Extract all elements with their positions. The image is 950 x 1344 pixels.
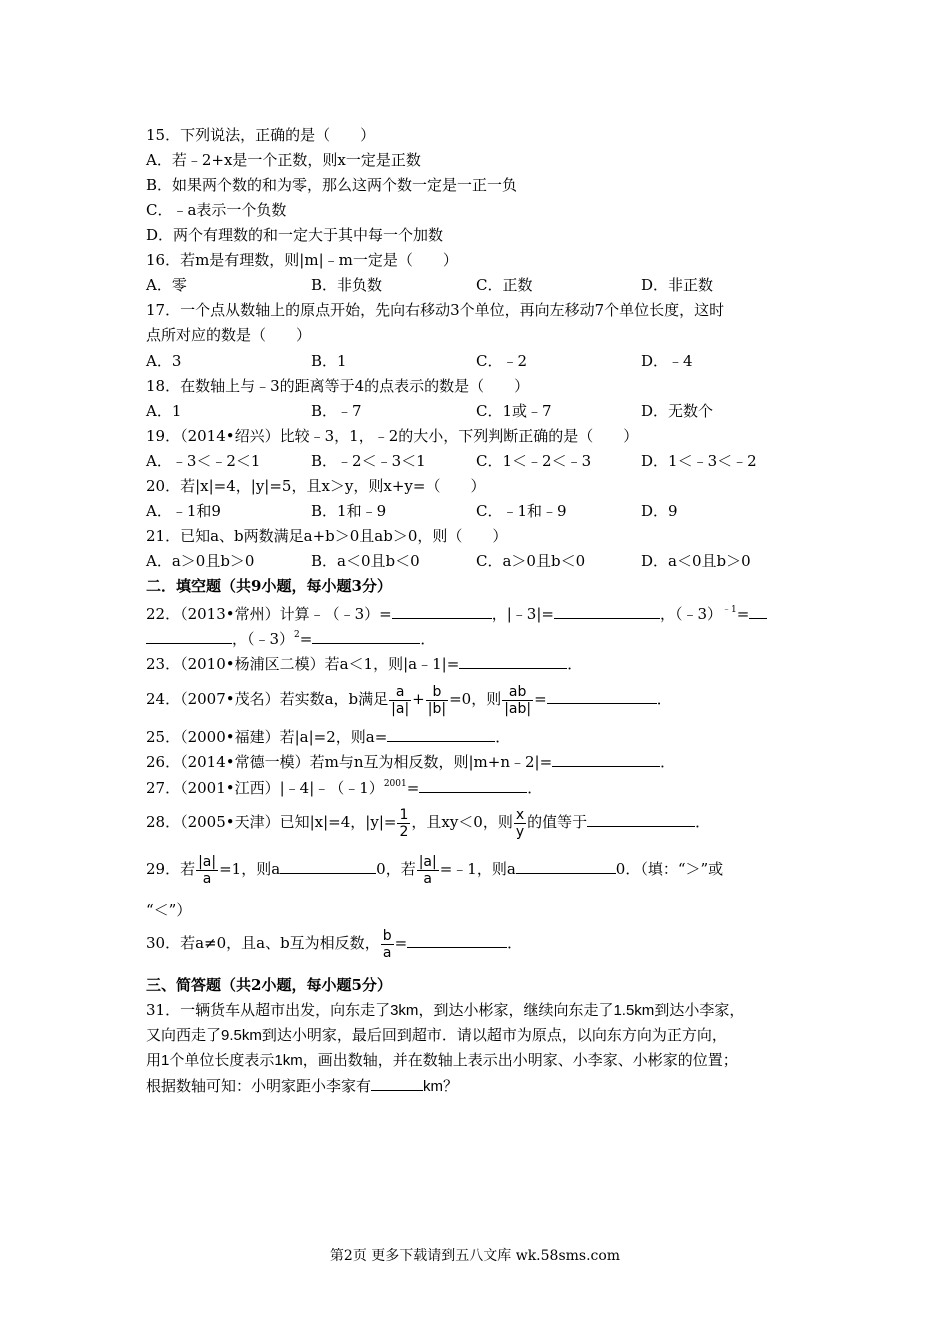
q26-end: ． [660, 753, 676, 771]
q25-answer-blank[interactable] [387, 726, 495, 742]
q22-text-5: ，（﹣3） [232, 630, 295, 648]
q29-answer-blank-2[interactable] [516, 858, 616, 874]
q30-eq: = [394, 934, 408, 952]
q18-option-d: D．无数个 [641, 402, 714, 420]
q29-text-4: =﹣1，则a [439, 860, 516, 878]
q24-fraction-b [426, 684, 448, 717]
q22-line1 [146, 603, 767, 624]
q30-fraction [381, 928, 394, 961]
q21-stem: 21．已知a、b两数满足a+b＞0且ab＞0，则（ ） [146, 527, 508, 545]
q31-text-3: 到达小李家， [654, 1001, 745, 1019]
q15-option-d: D．两个有理数的和一定大于其中每一个加数 [146, 226, 444, 244]
q31-distance-3: 9.5km [221, 1027, 262, 1044]
q20-stem: 20．若|x|=4，|y|=5，且x＞y，则x+y=（ ） [146, 477, 486, 495]
q28-line [146, 802, 710, 842]
q22-exponent-2: 2 [294, 630, 300, 640]
q22-text-6: = [299, 630, 313, 648]
q16-stem: 16．若m是有理数，则|m|﹣m一定是（ ） [146, 251, 458, 269]
q31-distance-1: 3km [390, 1002, 419, 1019]
q26-line [146, 751, 675, 772]
q24-eq: = [534, 690, 547, 708]
q30-end: ． [507, 934, 523, 952]
q17-stem-line1: 17．一个点从数轴上的原点开始，先向右移动3个单位，再向左移动7个单位长度，这时 [146, 301, 725, 319]
q29-text-3: 0，若 [376, 860, 416, 878]
q24-fraction-a [389, 684, 411, 717]
q21-option-a: A．a＞0且b＞0 [146, 552, 255, 570]
q24-fraction-b-num: b [426, 684, 448, 701]
q20-option-b: B．1和﹣9 [311, 502, 387, 520]
q19-option-a: A．﹣3＜﹣2＜1 [146, 452, 261, 470]
q15-option-c: C．﹣a表示一个负数 [146, 201, 287, 219]
q20-option-c: C．﹣1和﹣9 [476, 502, 567, 520]
q31-number-1: 1 [161, 1052, 170, 1069]
q28-fraction-xy-num: x [515, 806, 525, 823]
q22-answer-blank-2[interactable] [554, 603, 660, 619]
section-fill-in-heading: 二．填空题（共9小题，每小题3分） [146, 577, 392, 595]
q23-end: ． [567, 655, 583, 673]
q22-text-2: ，|﹣3|= [491, 605, 554, 623]
q29-text-2: =1，则a [219, 860, 281, 878]
q16-option-d: D．非正数 [641, 276, 714, 294]
q31-text-7: 个单位长度表示 [169, 1051, 275, 1069]
q22-answer-blank-3a[interactable] [749, 603, 767, 619]
q19-stem: 19．（2014•绍兴）比较﹣3，1，﹣2的大小，下列判断正确的是（ ） [146, 427, 639, 445]
q27-end: ． [527, 779, 543, 797]
q18-option-c: C．1或﹣7 [476, 402, 552, 420]
q31-line4 [146, 1075, 458, 1097]
q29-text-1: 29．若 [146, 860, 196, 878]
q22-answer-blank-4[interactable] [312, 628, 420, 644]
q24-fraction-ab [502, 684, 533, 717]
q29-answer-blank-1[interactable] [280, 858, 376, 874]
q24-plus: + [412, 690, 425, 708]
q17-option-c: C．﹣2 [476, 352, 528, 370]
q17-option-b: B．1 [311, 352, 347, 370]
q30-fraction-num: b [382, 927, 392, 944]
q24-fraction-a-den: |a| [391, 700, 410, 717]
q28-fraction-xy [514, 807, 526, 840]
q24-answer-blank[interactable] [547, 688, 657, 704]
q31-text-8: ，画出数轴，并在数轴上表示出小明家、小李家、小彬家的位置； [302, 1051, 738, 1069]
q28-fraction-half [397, 807, 410, 840]
q21-option-b: B．a＜0且b＜0 [311, 552, 420, 570]
q29-fraction-1-num: |a| [198, 853, 217, 870]
q22-end: ． [420, 630, 436, 648]
q28-text-2: ，且xy＜0，则 [411, 813, 513, 831]
q31-text-4: 又向西走了 [146, 1026, 222, 1044]
q29-line2: “＜”） [146, 901, 192, 919]
q24-end: ． [656, 690, 672, 708]
q31-text-1: 31．一辆货车从超市出发，向东走了 [146, 1001, 391, 1019]
q27-line [146, 777, 542, 798]
q17-option-a: A．3 [146, 352, 182, 370]
q17-option-d: D．﹣4 [641, 352, 693, 370]
q31-answer-blank[interactable] [371, 1075, 423, 1091]
q23-line [146, 653, 582, 674]
q28-text-1: 28．（2005•天津）已知|x|=4，|y|= [146, 813, 397, 831]
q27-eq: = [406, 779, 420, 797]
q16-option-c: C．正数 [476, 276, 533, 294]
q21-option-d: D．a＜0且b＞0 [641, 552, 751, 570]
q24-text: 24．（2007•茂名）若实数a，b满足 [146, 690, 389, 708]
q22-text-1: 22．（2013•常州）计算﹣（﹣3）= [146, 605, 392, 623]
q22-text-4: = [736, 605, 750, 623]
q29-line1 [146, 850, 723, 888]
q31-text-5: 到达小明家，最后回到超市．请以超市为原点，以向东方向为正方向， [261, 1026, 727, 1044]
q24-eq0: =0，则 [449, 690, 502, 708]
q23-text: 23．（2010•杨浦区二模）若a＜1，则|a﹣1|= [146, 655, 460, 673]
q20-option-d: D．9 [641, 502, 678, 520]
q20-option-a: A．﹣1和9 [146, 502, 221, 520]
q21-option-c: C．a＞0且b＜0 [476, 552, 586, 570]
q30-fraction-den: a [382, 944, 392, 961]
q25-end: ． [495, 728, 511, 746]
q31-line3 [146, 1050, 738, 1071]
q28-fraction-xy-den: y [515, 823, 525, 840]
page-footer: 第2页 更多下载请到五八文库 wk.58sms.com [329, 1248, 621, 1264]
q22-exponent-1: ﹣1 [722, 605, 737, 615]
q31-text-6: 用 [146, 1051, 162, 1069]
q22-answer-blank-3b[interactable] [146, 628, 232, 644]
q30-line [146, 924, 522, 962]
q28-fraction-half-den: 2 [399, 823, 409, 840]
q29-fraction-2-den: a [423, 870, 433, 887]
q31-text-2: ，到达小彬家，继续向东走了 [418, 1001, 614, 1019]
q18-option-b: B．﹣7 [311, 402, 362, 420]
q23-answer-blank[interactable] [459, 653, 567, 669]
q29-fraction-2-num: |a| [418, 853, 437, 870]
q30-answer-blank[interactable] [407, 932, 507, 948]
q26-text: 26．（2014•常德一模）若m与n互为相反数，则|m+n﹣2|= [146, 753, 553, 771]
q15-option-b: B．如果两个数的和为零，那么这两个数一定是一正一负 [146, 176, 518, 194]
q31-unit: km？ [423, 1078, 459, 1095]
q27-answer-blank[interactable] [419, 777, 527, 793]
q29-text-5: 0．（填：“＞”或 [615, 860, 724, 878]
q24-fraction-ab-den: |ab| [504, 700, 532, 717]
q16-option-a: A．零 [146, 276, 187, 294]
q24-fraction-b-den: |b| [427, 700, 447, 717]
q28-text-3: 的值等于 [527, 813, 588, 831]
q31-line1 [146, 1000, 744, 1021]
q24-line [146, 680, 672, 718]
q31-line2 [146, 1025, 727, 1046]
q19-option-c: C．1＜﹣2＜﹣3 [476, 452, 592, 470]
q28-end: ． [695, 813, 711, 831]
q24-fraction-a-num: a [389, 684, 411, 701]
q29-fraction-1 [196, 854, 218, 887]
q18-option-a: A．1 [146, 402, 182, 420]
q15-stem: 15．下列说法，正确的是（ ） [146, 126, 376, 144]
q27-exponent: 2001 [383, 779, 407, 789]
q31-text-9: 根据数轴可知：小明家距小李家有 [146, 1077, 372, 1095]
q15-option-a: A．若﹣2+x是一个正数，则x一定是正数 [146, 151, 421, 169]
q30-text: 30．若a≠0，且a、b互为相反数， [146, 934, 380, 952]
q19-option-b: B．﹣2＜﹣3＜1 [311, 452, 426, 470]
q22-text-3: ，（﹣3） [659, 605, 723, 623]
q31-distance-4: 1km [274, 1052, 303, 1069]
section-short-answer-heading: 三、简答题（共2小题，每小题5分） [146, 976, 392, 994]
q19-option-d: D．1＜﹣3＜﹣2 [641, 452, 757, 470]
q31-distance-2: 1.5km [613, 1002, 655, 1019]
q24-fraction-ab-num: ab [502, 684, 533, 701]
q28-fraction-half-num: 1 [399, 806, 409, 823]
q17-stem-line2: 点所对应的数是（ ） [146, 326, 312, 344]
q25-text: 25．（2000•福建）若|a|=2，则a= [146, 728, 388, 746]
q28-answer-blank[interactable] [587, 811, 695, 827]
q16-option-b: B．非负数 [311, 276, 383, 294]
q29-fraction-1-den: a [202, 870, 212, 887]
q22-answer-blank-1[interactable] [392, 603, 492, 619]
q25-line [146, 726, 510, 747]
q22-line2 [146, 628, 435, 649]
q27-text: 27．（2001•江西）|﹣4|﹣（﹣1） [146, 779, 384, 797]
q26-answer-blank[interactable] [552, 751, 660, 767]
q29-fraction-2 [417, 854, 439, 887]
q18-stem: 18．在数轴上与﹣3的距离等于4的点表示的数是（ ） [146, 377, 530, 395]
